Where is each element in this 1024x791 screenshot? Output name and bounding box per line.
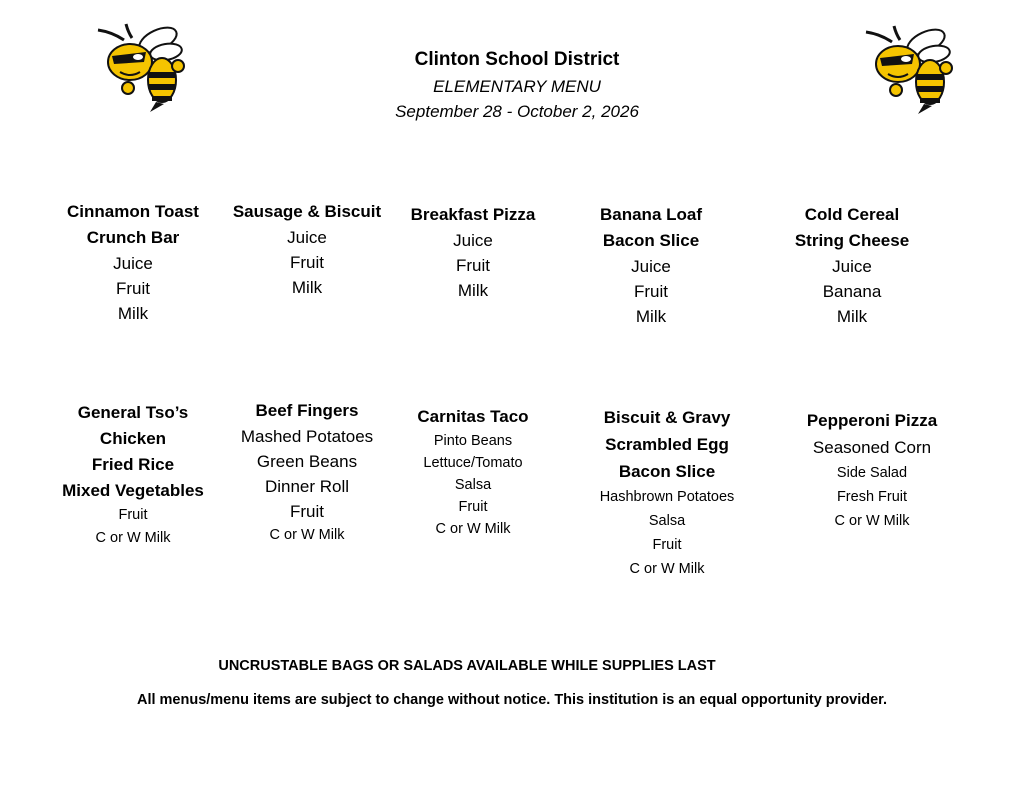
side-item: Pinto Beans (433, 433, 513, 449)
lunch-day-1 (33, 400, 233, 550)
main-item: Sausage & Biscuit (232, 202, 382, 221)
menu-header (312, 46, 722, 124)
side-item: C or W Milk (435, 521, 511, 537)
main-item: Cinnamon Toast (67, 202, 199, 221)
side-item: Fruit (290, 253, 324, 272)
main-item: Bacon Slice (618, 462, 716, 481)
side-item: Salsa (454, 477, 492, 493)
menu-dates: September 28 - October 2, 2026 (395, 102, 639, 121)
side-item: Fruit (652, 537, 682, 553)
main-item: Pepperoni Pizza (806, 411, 938, 430)
side-item: C or W Milk (629, 561, 705, 577)
yellow-jacket-mascot-icon (862, 24, 960, 116)
main-item: Cold Cereal (804, 205, 900, 224)
main-item: Banana Loaf (599, 205, 703, 224)
main-item: Breakfast Pizza (410, 205, 536, 224)
side-item: Fruit (116, 279, 150, 298)
district-title: Clinton School District (414, 49, 620, 70)
side-item: Fruit (118, 507, 148, 523)
side-item: Milk (291, 278, 323, 297)
disclaimer-notice: All menus/menu items are subject to change without notice. This institution is an equal opportunity provider. (136, 692, 888, 708)
main-item: Scrambled Egg (605, 435, 729, 454)
supplies-notice: UNCRUSTABLE BAGS OR SALADS AVAILABLE WHILE SUPPLIES LAST (218, 658, 716, 674)
side-item: Juice (631, 257, 671, 276)
side-item: Fruit (458, 499, 488, 515)
main-item: Beef Fingers (255, 401, 359, 420)
side-item: C or W Milk (269, 527, 345, 543)
side-item: C or W Milk (95, 530, 171, 546)
side-item: Side Salad (836, 465, 908, 481)
main-item: Carnitas Taco (417, 407, 529, 426)
main-item: General Tso’s (77, 403, 189, 422)
side-item: Milk (635, 307, 667, 326)
side-item: Juice (832, 257, 872, 276)
side-item: Lettuce/Tomato (423, 455, 523, 471)
breakfast-day-3 (373, 202, 573, 303)
side-item: Fruit (634, 282, 668, 301)
main-item: Fried Rice (91, 455, 175, 474)
side-item: Seasoned Corn (812, 438, 932, 457)
yellow-jacket-mascot-icon (94, 22, 192, 114)
side-item: Milk (836, 307, 868, 326)
side-item: Fresh Fruit (836, 489, 908, 505)
side-item: Juice (453, 231, 493, 250)
breakfast-day-4 (551, 202, 751, 329)
lunch-day-5 (772, 408, 972, 533)
main-item: Biscuit & Gravy (603, 408, 731, 427)
side-item: Mashed Potatoes (240, 427, 374, 446)
side-item: Dinner Roll (264, 477, 350, 496)
breakfast-day-5 (752, 202, 952, 329)
main-item: Mixed Vegetables (62, 481, 204, 500)
side-item: Milk (117, 304, 149, 323)
side-item: Milk (457, 281, 489, 300)
main-item: Crunch Bar (86, 228, 180, 247)
side-item: Salsa (648, 513, 686, 529)
lunch-day-3 (373, 404, 573, 540)
main-item: String Cheese (794, 231, 910, 250)
main-item: Bacon Slice (602, 231, 700, 250)
side-item: Banana (822, 282, 882, 301)
main-item: Chicken (99, 429, 167, 448)
side-item: Green Beans (256, 452, 358, 471)
breakfast-day-1 (33, 199, 233, 326)
side-item: Fruit (456, 256, 490, 275)
side-item: Hashbrown Potatoes (599, 489, 735, 505)
lunch-day-4 (567, 404, 767, 581)
menu-subtitle: ELEMENTARY MENU (433, 77, 601, 96)
side-item: Juice (287, 228, 327, 247)
side-item: Fruit (290, 502, 324, 521)
side-item: Juice (113, 254, 153, 273)
side-item: C or W Milk (834, 513, 910, 529)
